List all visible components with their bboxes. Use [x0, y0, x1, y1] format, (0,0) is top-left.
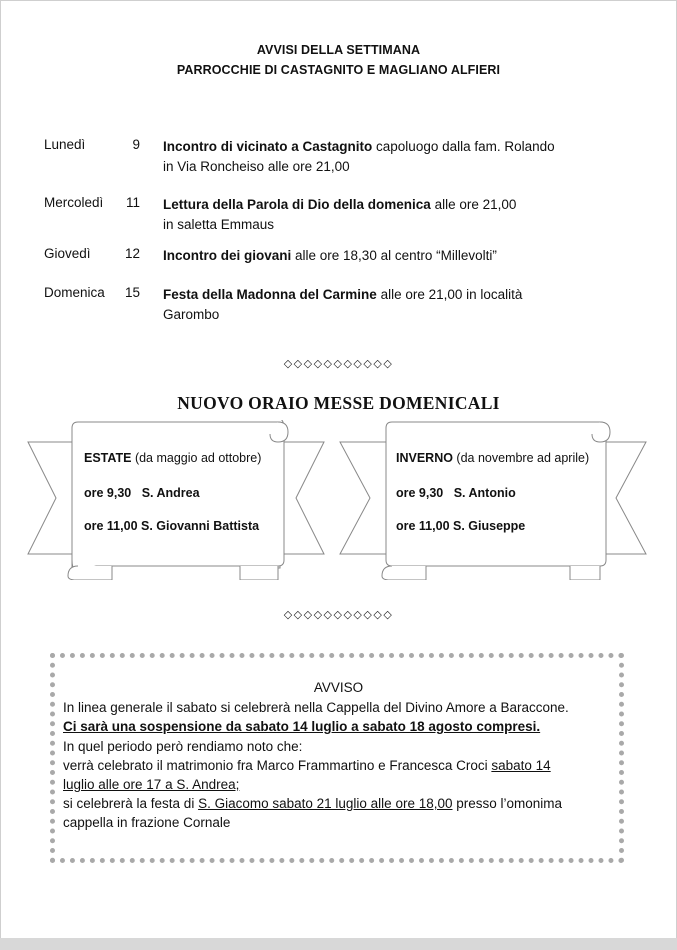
event-date: 15 — [124, 285, 140, 300]
diamond-separator: ◇◇◇◇◇◇◇◇◇◇◇ — [283, 608, 394, 621]
avviso-line-2 — [63, 717, 540, 736]
event-continuation: in saletta Emmaus — [163, 216, 275, 232]
mass-time: ore 11,00 — [396, 519, 450, 533]
scroll-banner-shape — [338, 420, 648, 580]
mass-place: S. Giuseppe — [453, 519, 526, 533]
event-title: Incontro dei giovani — [163, 248, 292, 263]
header-subtitle: PARROCCHIE DI CASTAGNITO E MAGLIANO ALFIERI — [176, 63, 501, 77]
mass-time: ore 11,00 — [84, 519, 138, 533]
avviso-line-7: cappella in frazione Cornale — [63, 815, 231, 830]
event-day: Lunedì — [44, 137, 86, 152]
mass-place: S. Andrea — [141, 486, 200, 500]
event-description — [163, 195, 633, 234]
winter-mass-2 — [396, 519, 525, 533]
event-description — [163, 285, 633, 324]
mass-place: S. Antonio — [453, 486, 516, 500]
summer-period: (da maggio ad ottobre) — [131, 451, 262, 465]
event-continuation: Garombo — [163, 306, 220, 322]
summer-mass-2 — [84, 519, 259, 533]
event-day: Giovedì — [44, 246, 91, 261]
avviso-line-4 — [63, 756, 551, 775]
winter-mass-1 — [396, 486, 516, 500]
event-day: Domenica — [44, 285, 105, 300]
winter-period: (da novembre ad aprile) — [452, 451, 590, 465]
event-date: 11 — [125, 195, 140, 210]
wedding-date-cont: luglio alle ore 17 a S. Andrea; — [63, 777, 240, 792]
feast-text: si celebrerà la festa di — [63, 796, 199, 811]
banner-winter — [338, 420, 648, 580]
header-title: AVVISI DELLA SETTIMANA — [256, 43, 421, 57]
avviso-title: AVVISO — [313, 680, 364, 695]
event-details: alle ore 21,00 — [430, 197, 517, 212]
winter-heading — [396, 451, 589, 465]
scroll-banner-shape — [26, 420, 326, 580]
mass-time: ore 9,30 — [84, 486, 132, 500]
winter-label: INVERNO — [396, 451, 453, 465]
feast-date: S. Giacomo sabato 21 luglio alle ore 18,00 — [198, 796, 453, 811]
suspension-notice: Ci sarà una sospensione da sabato 14 luglio a sabato 18 agosto compresi. — [63, 719, 541, 734]
diamond-separator: ◇◇◇◇◇◇◇◇◇◇◇ — [283, 357, 394, 370]
summer-mass-1 — [84, 486, 200, 500]
event-day: Mercoledì — [44, 195, 104, 210]
event-description — [163, 246, 633, 266]
event-details: capoluogo dalla fam. Rolando — [372, 139, 555, 154]
summer-label: ESTATE — [84, 451, 132, 465]
avviso-line-3: In quel periodo però rendiamo noto che: — [63, 739, 303, 754]
summer-heading — [84, 451, 261, 465]
avviso-line-1: In linea generale il sabato si celebrerà nella Cappella del Divino Amore a Baraccone. — [63, 700, 569, 715]
event-title: Incontro di vicinato a Castagnito — [163, 139, 373, 154]
mass-place: S. Giovanni Battista — [141, 519, 260, 533]
event-title: Festa della Madonna del Carmine — [163, 287, 377, 302]
banner-summer — [26, 420, 326, 580]
wedding-date: sabato 14 — [491, 758, 551, 773]
avviso-line-6 — [63, 794, 562, 813]
feast-text-cont: presso l’omonima — [452, 796, 563, 811]
event-date: 9 — [132, 137, 140, 152]
avviso-line-5 — [63, 775, 239, 794]
event-date: 12 — [124, 246, 140, 261]
event-continuation: in Via Roncheiso alle ore 21,00 — [163, 158, 350, 174]
wedding-text: verrà celebrato il matrimonio fra Marco Frammartino e Francesca Croci — [63, 758, 492, 773]
event-description — [163, 137, 633, 176]
event-details: alle ore 18,30 al centro “Millevolti” — [291, 248, 497, 263]
event-title: Lettura della Parola di Dio della domenica — [163, 197, 431, 212]
masses-title: NUOVO ORAIO MESSE DOMENICALI — [177, 393, 500, 413]
mass-time: ore 9,30 — [396, 486, 444, 500]
page-bottom-edge — [0, 938, 677, 950]
event-details: alle ore 21,00 in località — [376, 287, 523, 302]
